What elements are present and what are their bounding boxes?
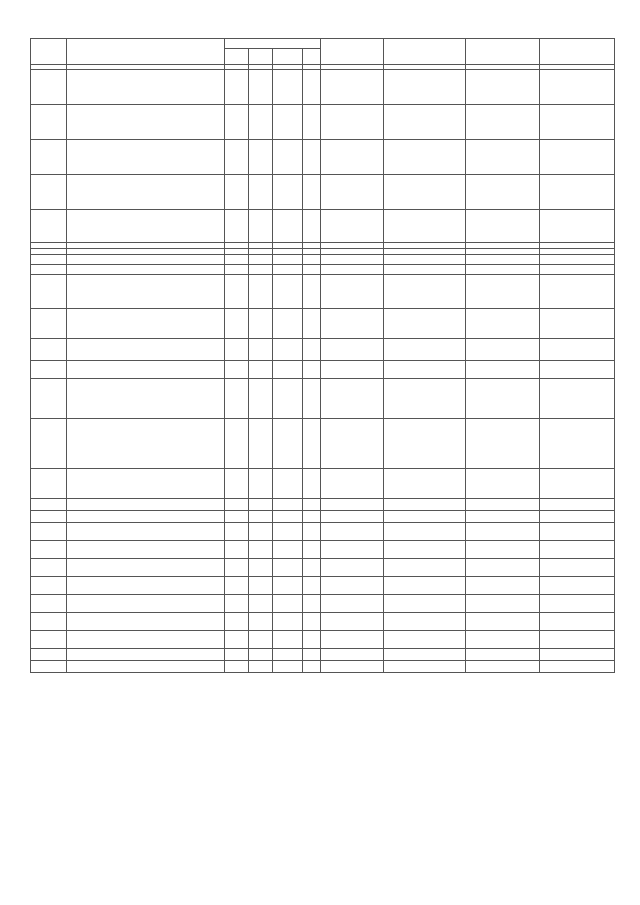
table-cell xyxy=(67,140,225,175)
table-cell xyxy=(273,265,303,275)
table-cell xyxy=(249,309,273,339)
table-cell xyxy=(273,523,303,541)
table-cell xyxy=(303,210,321,243)
table-cell xyxy=(67,275,225,309)
table-cell xyxy=(225,361,249,379)
table-cell xyxy=(249,105,273,140)
table-cell xyxy=(321,309,384,339)
table-cell xyxy=(273,309,303,339)
table-cell xyxy=(540,309,615,339)
table-cell xyxy=(466,511,540,523)
table-cell xyxy=(249,631,273,649)
table-cell xyxy=(273,140,303,175)
table-cell xyxy=(67,541,225,559)
table-cell xyxy=(540,140,615,175)
table-cell xyxy=(540,70,615,105)
table-cell xyxy=(466,339,540,361)
table-cell xyxy=(225,210,249,243)
table-cell xyxy=(31,361,67,379)
table-cell xyxy=(540,541,615,559)
table-cell xyxy=(321,469,384,499)
table-cell xyxy=(249,140,273,175)
table-cell xyxy=(249,361,273,379)
table-row xyxy=(31,559,615,577)
table-cell xyxy=(273,105,303,140)
table-cell xyxy=(31,559,67,577)
table-cell xyxy=(31,661,67,673)
table-cell xyxy=(273,559,303,577)
table-cell xyxy=(67,309,225,339)
table-cell xyxy=(321,661,384,673)
table-cell xyxy=(540,379,615,419)
table-cell xyxy=(384,613,466,631)
table-cell xyxy=(31,499,67,511)
table-cell xyxy=(303,541,321,559)
table-cell xyxy=(249,419,273,469)
table-cell xyxy=(225,265,249,275)
table-cell xyxy=(540,419,615,469)
table-row xyxy=(31,419,615,469)
table-cell xyxy=(249,541,273,559)
table-cell xyxy=(466,523,540,541)
table-cell xyxy=(384,595,466,613)
table-cell xyxy=(540,661,615,673)
table-row xyxy=(31,105,615,140)
table-row xyxy=(31,523,615,541)
header-cell xyxy=(67,39,225,65)
table-cell xyxy=(540,631,615,649)
table-cell xyxy=(249,613,273,631)
table-cell xyxy=(303,649,321,661)
table-cell xyxy=(31,595,67,613)
table-cell xyxy=(273,361,303,379)
table-cell xyxy=(67,210,225,243)
table-cell xyxy=(384,661,466,673)
table-cell xyxy=(225,140,249,175)
table-cell xyxy=(321,541,384,559)
table-cell xyxy=(466,541,540,559)
table-cell xyxy=(31,105,67,140)
table-cell xyxy=(31,631,67,649)
table-cell xyxy=(384,339,466,361)
table-cell xyxy=(321,649,384,661)
table-cell xyxy=(225,255,249,265)
table-row xyxy=(31,379,615,419)
table-cell xyxy=(31,265,67,275)
table-cell xyxy=(303,523,321,541)
table-cell xyxy=(249,275,273,309)
table-cell xyxy=(466,309,540,339)
table-cell xyxy=(67,649,225,661)
table-cell xyxy=(303,275,321,309)
table-cell xyxy=(225,70,249,105)
table-cell xyxy=(225,379,249,419)
table-cell xyxy=(384,140,466,175)
table-cell xyxy=(384,379,466,419)
table-cell xyxy=(466,559,540,577)
table-cell xyxy=(384,265,466,275)
table-cell xyxy=(540,499,615,511)
table-cell xyxy=(384,559,466,577)
section-row xyxy=(31,661,615,673)
table-cell xyxy=(31,511,67,523)
table-cell xyxy=(321,265,384,275)
table-cell xyxy=(466,419,540,469)
table-cell xyxy=(540,559,615,577)
table-cell xyxy=(303,255,321,265)
table-cell xyxy=(249,559,273,577)
table-cell xyxy=(273,275,303,309)
table-cell xyxy=(303,511,321,523)
header-cell xyxy=(384,39,466,65)
table-cell xyxy=(225,523,249,541)
table-cell xyxy=(225,559,249,577)
table-cell xyxy=(384,631,466,649)
table-cell xyxy=(466,499,540,511)
table-cell xyxy=(303,105,321,140)
table-cell xyxy=(249,175,273,210)
table-cell xyxy=(67,499,225,511)
table-cell xyxy=(249,469,273,499)
table-cell xyxy=(225,499,249,511)
table-cell xyxy=(321,379,384,419)
table-cell xyxy=(67,339,225,361)
table-cell xyxy=(321,523,384,541)
header-cell xyxy=(321,39,384,65)
table-cell xyxy=(303,361,321,379)
table-cell xyxy=(249,265,273,275)
table-cell xyxy=(273,661,303,673)
table-cell xyxy=(31,140,67,175)
table-cell xyxy=(67,361,225,379)
table-cell xyxy=(384,541,466,559)
table-cell xyxy=(31,541,67,559)
table-cell xyxy=(466,649,540,661)
table-cell xyxy=(273,210,303,243)
table-cell xyxy=(225,613,249,631)
table-row xyxy=(31,309,615,339)
table-cell xyxy=(466,613,540,631)
table-cell xyxy=(540,613,615,631)
table-cell xyxy=(384,511,466,523)
table-cell xyxy=(273,613,303,631)
header-cell xyxy=(225,49,249,65)
table-row xyxy=(31,577,615,595)
section-row xyxy=(31,511,615,523)
table-cell xyxy=(249,577,273,595)
table-row xyxy=(31,595,615,613)
table-cell xyxy=(273,175,303,210)
table-cell xyxy=(67,511,225,523)
table-cell xyxy=(249,649,273,661)
table-cell xyxy=(67,105,225,140)
table-cell xyxy=(303,339,321,361)
table-cell xyxy=(225,469,249,499)
table-cell xyxy=(384,577,466,595)
section-row xyxy=(31,255,615,265)
table-cell xyxy=(384,255,466,265)
table-row xyxy=(31,210,615,243)
table-cell xyxy=(225,175,249,210)
table-cell xyxy=(303,613,321,631)
table-cell xyxy=(225,595,249,613)
table-cell xyxy=(384,105,466,140)
table-cell xyxy=(273,499,303,511)
table-cell xyxy=(67,523,225,541)
header-cell xyxy=(303,49,321,65)
table-cell xyxy=(540,469,615,499)
table-cell xyxy=(225,309,249,339)
table-cell xyxy=(273,541,303,559)
table-cell xyxy=(384,309,466,339)
table-cell xyxy=(466,661,540,673)
table-cell xyxy=(384,275,466,309)
table-cell xyxy=(303,265,321,275)
table-cell xyxy=(540,105,615,140)
table-cell xyxy=(303,379,321,419)
table-cell xyxy=(303,595,321,613)
table-cell xyxy=(31,339,67,361)
table-cell xyxy=(249,511,273,523)
table-cell xyxy=(249,499,273,511)
section-row xyxy=(31,265,615,275)
table-cell xyxy=(321,361,384,379)
table-cell xyxy=(67,379,225,419)
table-cell xyxy=(31,379,67,419)
table-cell xyxy=(31,175,67,210)
table-cell xyxy=(303,577,321,595)
table-cell xyxy=(321,613,384,631)
table-cell xyxy=(249,661,273,673)
table-cell xyxy=(225,419,249,469)
table-cell xyxy=(466,70,540,105)
table-cell xyxy=(67,595,225,613)
table-cell xyxy=(466,210,540,243)
table-cell xyxy=(303,469,321,499)
table-cell xyxy=(31,309,67,339)
table-cell xyxy=(540,595,615,613)
table-cell xyxy=(540,210,615,243)
table-cell xyxy=(31,613,67,631)
table-cell xyxy=(466,577,540,595)
table-cell xyxy=(31,649,67,661)
table-cell xyxy=(384,70,466,105)
table-cell xyxy=(540,577,615,595)
table-cell xyxy=(31,210,67,243)
table-cell xyxy=(31,255,67,265)
table-cell xyxy=(273,577,303,595)
table-cell xyxy=(225,541,249,559)
table-cell xyxy=(273,419,303,469)
table-cell xyxy=(384,175,466,210)
table-cell xyxy=(225,649,249,661)
table-cell xyxy=(67,661,225,673)
table-cell xyxy=(384,523,466,541)
table-cell xyxy=(321,419,384,469)
table-header xyxy=(31,39,615,70)
table-cell xyxy=(249,379,273,419)
header-cell xyxy=(31,39,67,65)
table-cell xyxy=(31,577,67,595)
table-cell xyxy=(273,339,303,361)
table-cell xyxy=(466,595,540,613)
table-cell xyxy=(225,275,249,309)
table-cell xyxy=(67,559,225,577)
table-cell xyxy=(303,661,321,673)
budget-table xyxy=(30,38,615,673)
table-cell xyxy=(31,275,67,309)
table-cell xyxy=(540,275,615,309)
table-cell xyxy=(303,559,321,577)
table-cell xyxy=(321,140,384,175)
table-cell xyxy=(249,255,273,265)
header-cell xyxy=(273,49,303,65)
table-row xyxy=(31,175,615,210)
table-cell xyxy=(67,577,225,595)
table-row xyxy=(31,541,615,559)
table-row xyxy=(31,339,615,361)
table-cell xyxy=(466,140,540,175)
table-cell xyxy=(466,255,540,265)
table-cell xyxy=(321,70,384,105)
table-row xyxy=(31,275,615,309)
table-cell xyxy=(384,419,466,469)
table-cell xyxy=(249,523,273,541)
table-cell xyxy=(321,631,384,649)
table-cell xyxy=(273,255,303,265)
table-cell xyxy=(225,105,249,140)
table-cell xyxy=(540,523,615,541)
table-cell xyxy=(225,511,249,523)
table-cell xyxy=(540,265,615,275)
table-cell xyxy=(466,175,540,210)
table-cell xyxy=(225,339,249,361)
table-cell xyxy=(273,511,303,523)
table-cell xyxy=(540,511,615,523)
table-cell xyxy=(273,595,303,613)
header-cell xyxy=(466,39,540,65)
table-cell xyxy=(249,595,273,613)
table-cell xyxy=(540,339,615,361)
table-cell xyxy=(540,255,615,265)
header-cell xyxy=(249,49,273,65)
table-cell xyxy=(384,469,466,499)
table-cell xyxy=(321,175,384,210)
table-cell xyxy=(67,265,225,275)
table-cell xyxy=(31,469,67,499)
table-cell xyxy=(67,255,225,265)
table-cell xyxy=(540,649,615,661)
table-cell xyxy=(321,105,384,140)
table-cell xyxy=(321,577,384,595)
table-cell xyxy=(249,339,273,361)
table-cell xyxy=(321,275,384,309)
table-cell xyxy=(466,631,540,649)
table-cell xyxy=(273,631,303,649)
table-cell xyxy=(31,523,67,541)
table-cell xyxy=(321,511,384,523)
table-cell xyxy=(384,210,466,243)
table-cell xyxy=(303,175,321,210)
table-row xyxy=(31,469,615,499)
table-cell xyxy=(540,175,615,210)
table-cell xyxy=(31,419,67,469)
table-cell xyxy=(273,379,303,419)
table-cell xyxy=(67,175,225,210)
table-cell xyxy=(466,275,540,309)
table-cell xyxy=(273,469,303,499)
header-cell xyxy=(540,39,615,65)
table-row xyxy=(31,631,615,649)
section-row xyxy=(31,649,615,661)
table-cell xyxy=(384,649,466,661)
table-cell xyxy=(225,661,249,673)
table-cell xyxy=(466,265,540,275)
table-cell xyxy=(67,469,225,499)
table-body xyxy=(31,70,615,673)
table-cell xyxy=(321,210,384,243)
table-row xyxy=(31,613,615,631)
table-cell xyxy=(384,499,466,511)
table-cell xyxy=(321,559,384,577)
table-cell xyxy=(273,649,303,661)
table-cell xyxy=(384,361,466,379)
table-cell xyxy=(303,631,321,649)
table-cell xyxy=(67,631,225,649)
table-cell xyxy=(303,309,321,339)
table-cell xyxy=(466,105,540,140)
table-cell xyxy=(67,419,225,469)
table-cell xyxy=(466,361,540,379)
table-cell xyxy=(249,210,273,243)
table-cell xyxy=(321,339,384,361)
table-cell xyxy=(249,70,273,105)
table-cell xyxy=(303,499,321,511)
section-row xyxy=(31,499,615,511)
table-cell xyxy=(67,613,225,631)
table-cell xyxy=(303,140,321,175)
table-cell xyxy=(303,70,321,105)
table-cell xyxy=(466,469,540,499)
table-cell xyxy=(31,70,67,105)
header-cell xyxy=(225,39,321,49)
table-cell xyxy=(67,70,225,105)
table-cell xyxy=(225,577,249,595)
table-cell xyxy=(321,595,384,613)
table-cell xyxy=(540,361,615,379)
table-cell xyxy=(466,379,540,419)
table-row xyxy=(31,140,615,175)
table-cell xyxy=(303,419,321,469)
table-cell xyxy=(225,631,249,649)
table-cell xyxy=(321,499,384,511)
table-cell xyxy=(273,70,303,105)
table-row xyxy=(31,70,615,105)
table-row xyxy=(31,361,615,379)
table-cell xyxy=(321,255,384,265)
